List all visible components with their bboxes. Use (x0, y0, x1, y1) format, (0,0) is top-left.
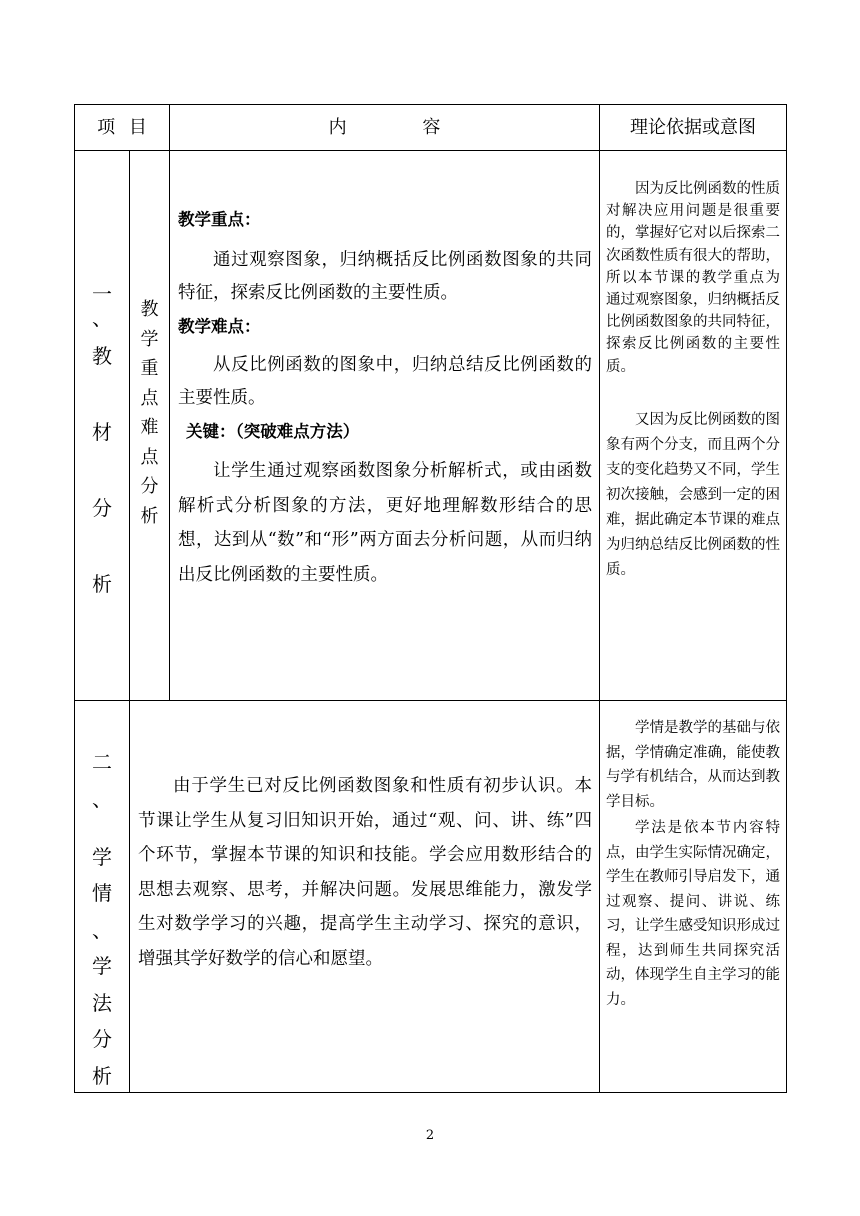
section2-basis (606, 716, 780, 1012)
section1-sub-char: 教 (140, 299, 159, 320)
section1-basis-p1: 因为反比例函数的性质对解决应用问题是很重要的，掌握好它对以后探索二次函数性质有很大的帮助，所以本节课的教学重点为 通过观察图象，归纳概括反比例函数图象的共同特征，探索反比例函数的主要性质。 (606, 181, 780, 375)
section2-title-char: 、 (92, 786, 112, 811)
section1-sub-char: 重 (140, 358, 159, 379)
section2-basis-p1: 学情是教学的基础与依据，学情确定准确，能使教与学有机结合，从而达到教学目标。 (606, 720, 780, 810)
section1-title-char: 析 (92, 572, 112, 596)
section2-title-char: 学 (92, 954, 112, 978)
difficulty-label: 教学难点： (178, 317, 261, 336)
header-item: 项 目 (97, 117, 147, 138)
subsection-column-divider (169, 150, 170, 701)
section2-title-char: 法 (92, 990, 112, 1015)
key-point-text: 通过观察图象，归纳概括反比例函数图象的共同特征，探索反比例函数的主要性质。 (178, 250, 592, 303)
header-bottom-border (74, 150, 787, 151)
section2-content (138, 769, 592, 976)
section1-title-char: 一 (92, 282, 112, 306)
section1-basis (606, 178, 780, 583)
section2-title-char: 分 (92, 1027, 112, 1051)
section1-basis-p2: 又因为反比例函数的图象有两个分支，而且两个分支的变化趋势又不同，学生初次接触，会感到一定的困难，据此确定本节课的难点为归纳总结反比例函数的性质。 (606, 411, 780, 578)
header-basis: 理论依据或意图 (630, 117, 756, 138)
section2-title (75, 744, 129, 1094)
section2-title-char: 情 (92, 881, 112, 905)
page-number: 2 (425, 1128, 435, 1143)
key-method-label: 关键：（突破难点方法） (186, 422, 360, 441)
section1-subtitle (130, 295, 169, 531)
key-method-text: 让学生通过观察函数图象分析解析式，或由函数解析式分析图象的方法，更好地理解数形结合的思想，达到从“数”和“形”两方面去分析问题，从而归纳出反比例函数的主要性质。 (178, 461, 592, 585)
section2-title-char: 学 (92, 844, 112, 869)
section2-title-char: 、 (92, 917, 112, 942)
section1-sub-char: 难 (140, 417, 159, 438)
section2-title-char: 析 (92, 1063, 112, 1088)
difficulty-text: 从反比例函数的图象中，归纳总结反比例函数的主要性质。 (178, 355, 592, 408)
basis-column-divider (599, 104, 600, 1093)
section2-text: 由于学生已对反比例函数图象和性质有初步认识。本节课让学生从复习旧知识开始，通过“观、问、讲、练”四个环节，掌握本节课的知识和技能。学会应用数形结合的思想去观察、思考，并解决问题。发展思维能力，激发学生对数学学习的兴趣，提高学生主动学习、探究的意识，增强其学好数学的信心和愿望。 (138, 776, 592, 969)
section1-bottom-border (74, 700, 787, 701)
section1-sub-char: 点 (140, 387, 159, 409)
section1-sub-char: 分 (140, 476, 159, 497)
section1-title-char: 材 (92, 420, 112, 444)
section2-title-char: 二 (92, 750, 112, 774)
section1-sub-char: 点 (140, 446, 159, 468)
section1-sub-char: 析 (140, 505, 159, 527)
table-bottom-border (74, 1092, 787, 1093)
section1-title-char: 教 (92, 344, 112, 368)
section-column-divider (129, 150, 130, 1093)
section1-title-char: 、 (92, 306, 112, 330)
header-content: 内 容 (328, 117, 441, 138)
section1-title-char: 分 (92, 496, 112, 520)
table-right-border (786, 104, 787, 1093)
section1-title (75, 278, 129, 596)
key-point-label: 教学重点： (178, 210, 261, 229)
section2-basis-p2: 学法是依本节内容特点，由学生实际情况确定，学生在教师引导启发下，通过观察、提问、讲说、练习，让学生感受知识形成过程，达到师生共同探究活动，体现学生自主学习的能力。 (606, 820, 780, 1008)
section1-content (178, 202, 592, 592)
section1-sub-char: 学 (140, 328, 159, 350)
table-top-border (74, 104, 787, 105)
